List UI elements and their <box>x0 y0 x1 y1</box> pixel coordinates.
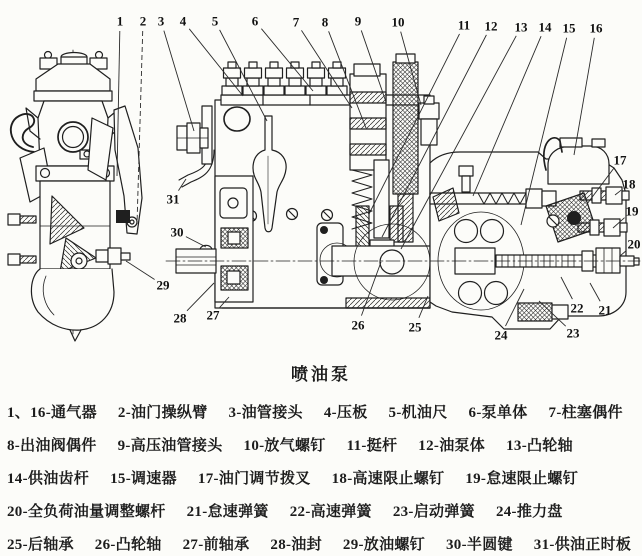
delivery-valve-fittings <box>222 62 347 95</box>
legend-entry: 30-半圆键 <box>446 537 513 553</box>
legend-row <box>7 397 637 430</box>
pump-end-view <box>8 50 142 341</box>
callout-number: 13 <box>514 19 528 35</box>
callout-number: 20 <box>627 236 641 252</box>
legend-entry: 14-供油齿杆 <box>7 471 90 487</box>
callout-number: 29 <box>156 277 170 293</box>
legend-entry: 10-放气螺钉 <box>243 438 326 454</box>
legend-entry: 9-高压油管接头 <box>117 438 223 454</box>
legend-entry: 26-凸轮轴 <box>94 537 162 553</box>
callout-leader-line <box>186 237 206 247</box>
callout-number: 23 <box>566 325 580 341</box>
legend-entry: 8-出油阀偶件 <box>7 438 97 454</box>
legend-entry: 25-后轴承 <box>7 537 74 553</box>
legend-entry: 12-油泵体 <box>418 438 486 454</box>
legend-entry: 27-前轴承 <box>182 537 250 553</box>
legend-entry: 13-凸轮轴 <box>506 438 573 454</box>
callout-number: 26 <box>351 317 365 333</box>
legend-entry: 28-油封 <box>270 537 322 553</box>
legend-entry: 1、16-通气器 <box>7 405 97 421</box>
drain-screw <box>96 250 108 262</box>
callout-number: 7 <box>292 14 300 30</box>
legend-entry: 17-油门调节拨叉 <box>197 471 311 487</box>
callout-leader-line <box>164 31 194 131</box>
callout-number: 30 <box>170 224 184 240</box>
legend-entry: 7-柱塞偶件 <box>548 405 623 421</box>
callout-leader-line <box>574 38 594 155</box>
breather <box>548 146 609 184</box>
legend-entry: 23-启动弹簧 <box>392 504 475 520</box>
legend-entry: 6-泵单体 <box>468 405 528 421</box>
legend-entry: 24-推力盘 <box>495 504 563 520</box>
legend-entry: 29-放油螺钉 <box>342 537 425 553</box>
legend-entry: 31-供油正时板 <box>533 537 632 553</box>
callout-number: 25 <box>408 319 422 335</box>
bleed-screw <box>419 103 439 119</box>
legend-entry: 20-全负荷油量调整螺杆 <box>7 504 166 520</box>
legend-row <box>7 463 637 496</box>
legend-entry: 2-油门操纵臂 <box>117 405 208 421</box>
figure-title: 喷油泵 <box>291 365 351 384</box>
callout-number: 22 <box>570 300 584 316</box>
callout-number: 17 <box>613 152 627 168</box>
callout-number: 14 <box>538 19 552 35</box>
legend-entry: 4-压板 <box>323 405 368 421</box>
callout-number: 28 <box>173 310 187 326</box>
legend-entry: 19-怠速限止螺钉 <box>465 471 579 487</box>
legend-row <box>7 529 637 556</box>
callout-number: 15 <box>562 20 576 36</box>
callout-number: 5 <box>211 13 219 29</box>
callout-number: 16 <box>589 20 603 36</box>
callout-number: 6 <box>251 13 259 29</box>
callout-number: 9 <box>354 13 362 29</box>
legend-row <box>7 496 637 529</box>
callout-number: 31 <box>166 191 180 207</box>
legend-entry: 5-机油尺 <box>388 405 448 421</box>
callout-number: 3 <box>157 13 165 29</box>
legend-entry: 21-怠速弹簧 <box>186 504 269 520</box>
legend-entry: 3-油管接头 <box>228 405 303 421</box>
callout-number: 18 <box>622 176 636 192</box>
callout-number: 11 <box>457 17 471 33</box>
callout-number: 21 <box>598 302 612 318</box>
callout-number: 10 <box>391 14 405 30</box>
callout-number: 24 <box>494 327 508 343</box>
callout-number: 2 <box>139 13 147 29</box>
callout-number: 1 <box>116 13 124 29</box>
callout-number: 12 <box>484 18 498 34</box>
callout-number: 19 <box>625 203 639 219</box>
callout-number: 8 <box>321 14 329 30</box>
legend-row <box>7 430 637 463</box>
callout-number: 27 <box>206 307 220 323</box>
pump-side-section-view <box>166 54 640 329</box>
parts-legend <box>7 397 637 556</box>
legend-entry: 11-挺杆 <box>346 438 398 454</box>
legend-entry: 15-调速器 <box>110 471 177 487</box>
callout-leader-line <box>126 261 155 280</box>
legend-entry: 22-高速弹簧 <box>289 504 372 520</box>
callout-number: 4 <box>179 13 187 29</box>
legend-entry: 18-高速限止螺钉 <box>331 471 445 487</box>
